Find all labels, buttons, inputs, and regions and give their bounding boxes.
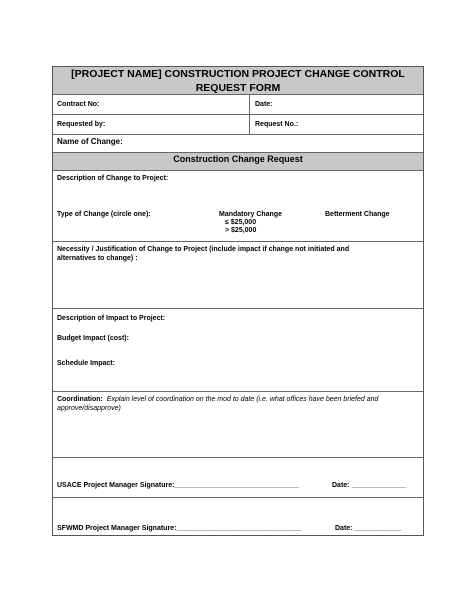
coordination-label: Coordination: bbox=[57, 396, 103, 403]
sfwmd-date-field[interactable]: Date: ____________ bbox=[335, 525, 402, 532]
coordination-field[interactable] bbox=[57, 396, 419, 413]
coordination-hint: Explain level of coordination on the mod to date (i.e. what offices have been briefed and approve/disapprove) bbox=[57, 396, 379, 412]
contract-row bbox=[53, 95, 423, 115]
mandatory-change-option[interactable]: Mandatory Change bbox=[219, 211, 283, 218]
usace-signature-row bbox=[53, 458, 423, 498]
requested-by-field[interactable]: Requested by: bbox=[57, 121, 106, 128]
section-header bbox=[53, 153, 423, 171]
divider bbox=[249, 95, 250, 114]
impact-block bbox=[53, 309, 423, 392]
sfwmd-signature-row bbox=[53, 498, 423, 537]
section-title: Construction Change Request bbox=[173, 154, 303, 164]
requested-row bbox=[53, 115, 423, 135]
divider bbox=[249, 115, 250, 134]
necessity-field[interactable]: Necessity / Justification of Change to Project (include impact if change not initiated and alternatives to change) : bbox=[57, 246, 350, 262]
necessity-block bbox=[53, 242, 423, 309]
form-title-line2: REQUEST FORM bbox=[195, 82, 281, 94]
coordination-block bbox=[53, 392, 423, 458]
change-description-field[interactable]: Description of Change to Project: bbox=[57, 175, 169, 182]
schedule-impact-field[interactable]: Schedule Impact: bbox=[57, 360, 115, 367]
mandatory-under-threshold-option[interactable]: ≤ $25,000 bbox=[225, 219, 257, 226]
contract-no-field[interactable]: Contract No: bbox=[57, 101, 100, 108]
name-of-change-field[interactable]: Name of Change: bbox=[57, 137, 123, 146]
usace-date-field[interactable]: Date: ______________ bbox=[332, 482, 406, 489]
change-request-form bbox=[52, 66, 424, 536]
change-description-block bbox=[53, 171, 423, 242]
form-title-line1: [PROJECT NAME] CONSTRUCTION PROJECT CHANGE CONTROL bbox=[71, 68, 405, 80]
type-of-change-label: Type of Change (circle one): bbox=[57, 211, 151, 218]
mandatory-over-threshold-option[interactable]: > $25,000 bbox=[225, 227, 257, 234]
form-title-block bbox=[53, 67, 423, 95]
request-no-field[interactable]: Request No.: bbox=[255, 121, 299, 128]
sfwmd-signature-field[interactable]: SFWMD Project Manager Signature:________________________________ bbox=[57, 525, 301, 532]
impact-description-field[interactable]: Description of Impact to Project: bbox=[57, 315, 166, 322]
budget-impact-field[interactable]: Budget Impact (cost): bbox=[57, 335, 129, 342]
betterment-change-option[interactable]: Betterment Change bbox=[325, 211, 390, 218]
usace-signature-field[interactable]: USACE Project Manager Signature:________________________________ bbox=[57, 482, 300, 489]
date-field[interactable]: Date: bbox=[255, 101, 273, 108]
name-of-change-row bbox=[53, 135, 423, 153]
